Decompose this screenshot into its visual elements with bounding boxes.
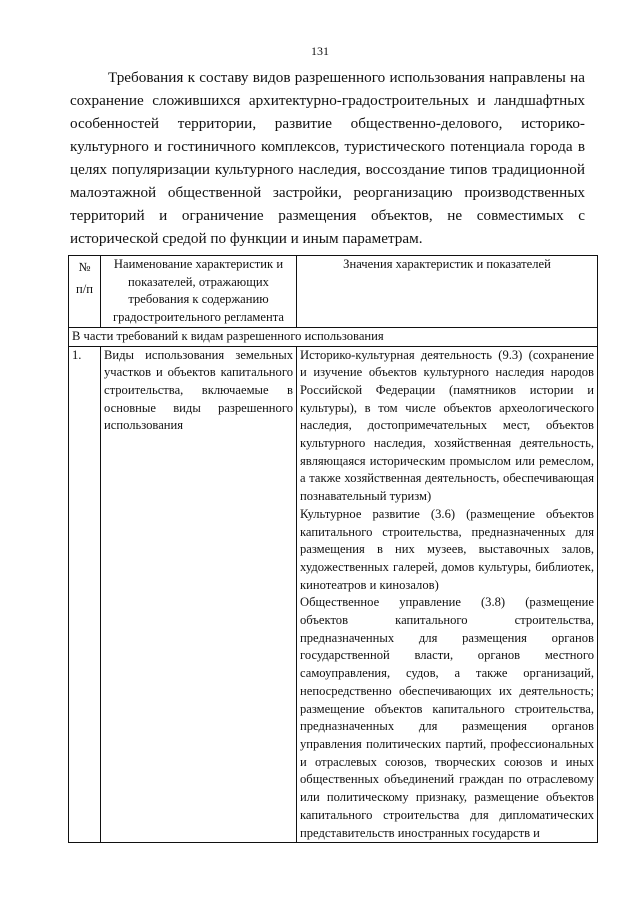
value-public-administration: Общественное управление (3.8) (размещение объектов капитального строительства, предназначенных для размещения органов государственной власти, органов местного самоуправления, судов, а также организаций, непосредственно обеспечивающих их деятельность; размещение объектов капитального строительства, предназначенных для размещения органов управления политических партий, профессиональных и отраслевых союзов, творческих союзов и иных общественных объединений граждан по отраслевому или политическому признаку, размещение объектов капитального строительства для дипломатических представительств иностранных государств и xyxy=(300,595,594,840)
intro-paragraph: Требования к составу видов разрешенного использования направлены на сохранение сложившихся архитектурно-градостроительных и ландшафтных особенностей территории, развитие общественно-делового, историко-культурного и гостиничного комплексов, туристического потенциала города в целях популяризации культурного наследия, воссоздание типов традиционной малоэтажной общественной застройки, реорганизацию производственных территорий и ограничение размещения объектов, не совместимых с исторической средой по функции и иным параметрам. xyxy=(70,69,585,247)
header-name: Наименование характеристик и показателей, отражающих требования к содержанию градостроительного регламента xyxy=(101,256,297,328)
table-header-row xyxy=(69,256,598,328)
header-value: Значения характеристик и показателей xyxy=(297,256,598,328)
page-number: 131 xyxy=(311,44,329,58)
section-title: В части требований к видам разрешенного использования xyxy=(69,327,598,346)
table-row xyxy=(69,346,598,843)
row-values xyxy=(297,346,598,843)
row-name: Виды использования земельных участков и объектов капитального строительства, включаемые в основные виды разрешенного использования xyxy=(101,346,297,843)
row-number: 1. xyxy=(69,346,101,843)
header-number-abbrev: п/п xyxy=(76,282,93,296)
requirements-table xyxy=(68,255,598,843)
section-row xyxy=(69,327,598,346)
value-historical-cultural: Историко-культурная деятельность (9.3) (сохранение и изучение объектов культурного наследия народов Российской Федерации (памятников истории и культуры), в том числе объектов археологического наследия, достопримечательных мест, объектов культурного наследия, хозяйственная деятельность, являющаяся историческим промыслом или ремеслом, а также хозяйственная деятельность, обеспечивающая познавательный туризм) xyxy=(300,347,594,504)
value-cultural-development: Культурное развитие (3.6) (размещение объектов капитального строительства, предназначенных для размещения в них музеев, выставочных залов, художественных галерей, домов культуры, библиотек, кинотеатров и кинозалов) xyxy=(300,506,594,592)
header-number xyxy=(69,256,101,328)
header-number-symbol: № xyxy=(78,260,91,274)
intro-paragraph-block xyxy=(70,66,585,250)
